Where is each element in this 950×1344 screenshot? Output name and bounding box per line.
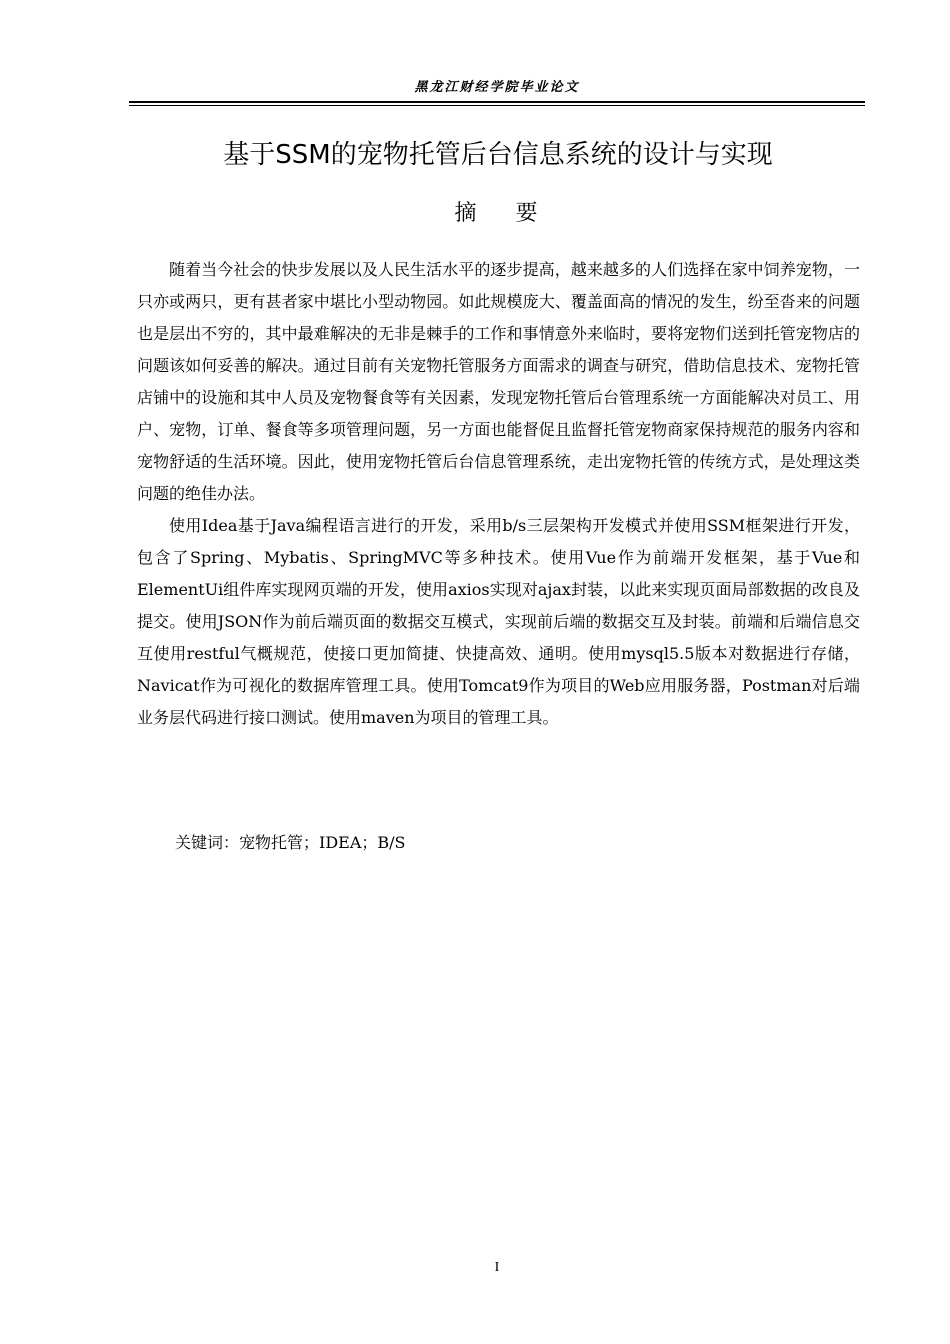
keywords-label: 关键词： bbox=[175, 833, 240, 852]
paper-title: 基于SSM的宠物托管后台信息系统的设计与实现 bbox=[223, 140, 773, 170]
page-number: I bbox=[494, 1260, 500, 1275]
header-rule-thick bbox=[129, 101, 865, 103]
abstract-paragraph-1: 随着当今社会的快步发展以及人民生活水平的逐步提高，越来越多的人们选择在家中饲养宠物，一只亦或两只，更有甚者家中堪比小型动物园。如此规模庞大、覆盖面高的情况的发生，纷至沓来的问题也是层出不穷的，其中最难解决的无非是棘手的工作和事情意外来临时，要将宠物们送到托管宠物店的问题该如何妥善的解决。通过目前有关宠物托管服务方面需求的调查与研究，借助信息技术、宠物托管店铺中的设施和其中人员及宠物餐食等有关因素，发现宠物托管后台管理系统一方面能解决对员工、用户、宠物，订单、餐食等多项管理问题，另一方面也能督促且监督托管宠物商家保持规范的服务内容和宠物舒适的生活环境。因此，使用宠物托管后台信息管理系统，走出宠物托管的传统方式，是处理这类问题的绝佳办法。 bbox=[137, 260, 860, 503]
header-rule-thin bbox=[129, 105, 865, 106]
abstract-heading: 摘 要 bbox=[454, 201, 540, 226]
keywords-line bbox=[175, 828, 865, 858]
abstract-paragraph-2: 使用Idea基于Java编程语言进行的开发，采用b/s三层架构开发模式并使用SSM框架进行开发，包含了Spring、Mybatis、SpringMVC等多种技术。使用Vue作为前端开发框架，基于Vue和ElementUi组件库实现网页端的开发，使用axios实现对ajax封装，以此来实现页面局部数据的改良及提交。使用JSON作为前后端页面的数据交互模式，实现前后端的数据交互及封装。前端和后端信息交互使用restful气概规范，使接口更加简捷、快捷高效、通明。使用mysql5.5版本对数据进行存储，Navicat作为可视化的数据库管理工具。使用Tomcat9作为项目的Web应用服务器，Postman对后端业务层代码进行接口测试。使用maven为项目的管理工具。 bbox=[137, 516, 860, 727]
keywords-value: 宠物托管；IDEA；B/S bbox=[239, 833, 406, 852]
running-header: 黑龙江财经学院毕业论文 bbox=[414, 80, 580, 95]
abstract-body bbox=[137, 254, 860, 734]
